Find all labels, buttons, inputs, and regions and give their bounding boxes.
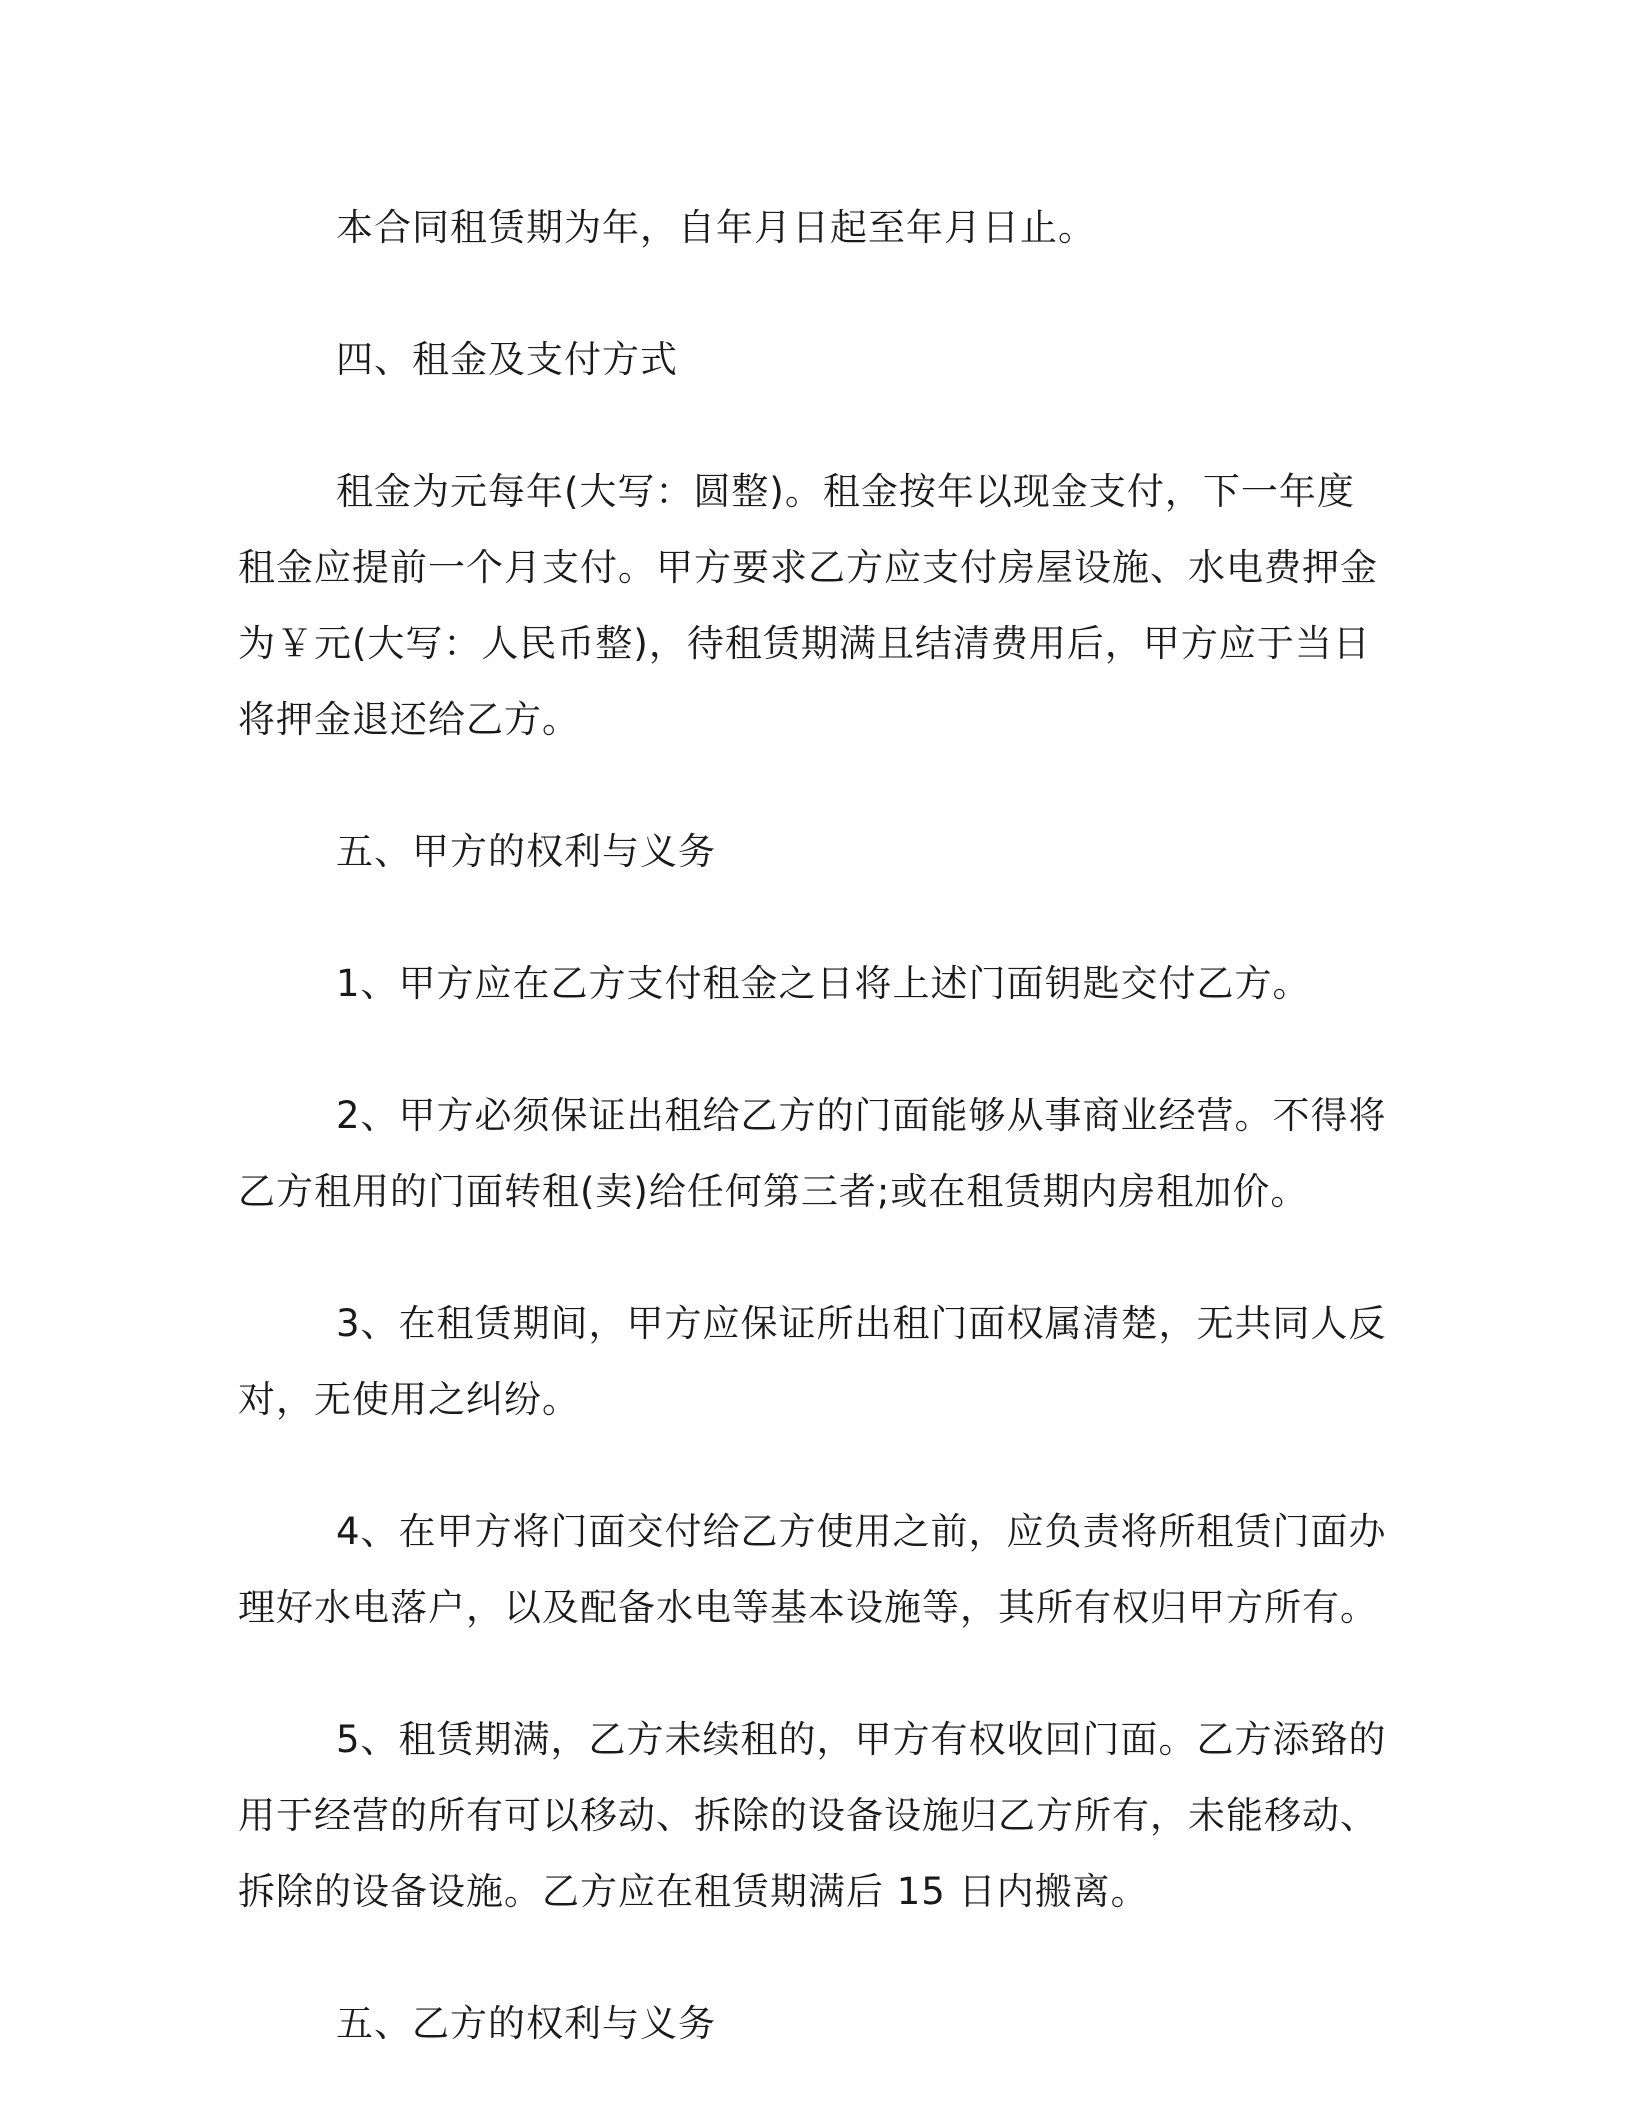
- party-a-clause-2: 2、甲方必须保证出租给乙方的门面能够从事商业经营。不得将乙方租用的门面转租(卖)给任何第三者;或在租赁期内房租加价。: [238, 1094, 1387, 1213]
- party-a-clause-1: 1、甲方应在乙方支付租金之日将上述门面钥匙交付乙方。: [336, 962, 1311, 1005]
- section-heading-party-b-rights: 五、乙方的权利与义务: [336, 2002, 716, 2045]
- section-heading-party-a-rights: 五、甲方的权利与义务: [336, 830, 716, 873]
- section-heading-rent-payment: 四、租金及支付方式: [336, 338, 678, 381]
- party-a-clause-4: 4、在甲方将门面交付给乙方使用之前，应负责将所租赁门面办理好水电落户，以及配备水电等基本设施等，其所有权归甲方所有。: [238, 1510, 1387, 1629]
- document-body: [238, 190, 1388, 2118]
- rent-payment-paragraph: 租金为元每年(大写：圆整)。租金按年以现金支付，下一年度租金应提前一个月支付。甲方要求乙方应支付房屋设施、水电费押金为￥元(大写：人民币整)，待租赁期满且结清费用后，甲方应于当日将押金退还给乙方。: [238, 470, 1378, 741]
- lease-term-paragraph: 本合同租赁期为年，自年月日起至年月日止。: [336, 206, 1096, 249]
- party-a-clause-3: 3、在租赁期间，甲方应保证所出租门面权属清楚，无共同人反对，无使用之纠纷。: [238, 1302, 1387, 1421]
- party-a-clause-5: 5、租赁期满，乙方未续租的，甲方有权收回门面。乙方添臵的用于经营的所有可以移动、拆除的设备设施归乙方所有，未能移动、拆除的设备设施。乙方应在租赁期满后 15 日内搬离。: [238, 1718, 1387, 1913]
